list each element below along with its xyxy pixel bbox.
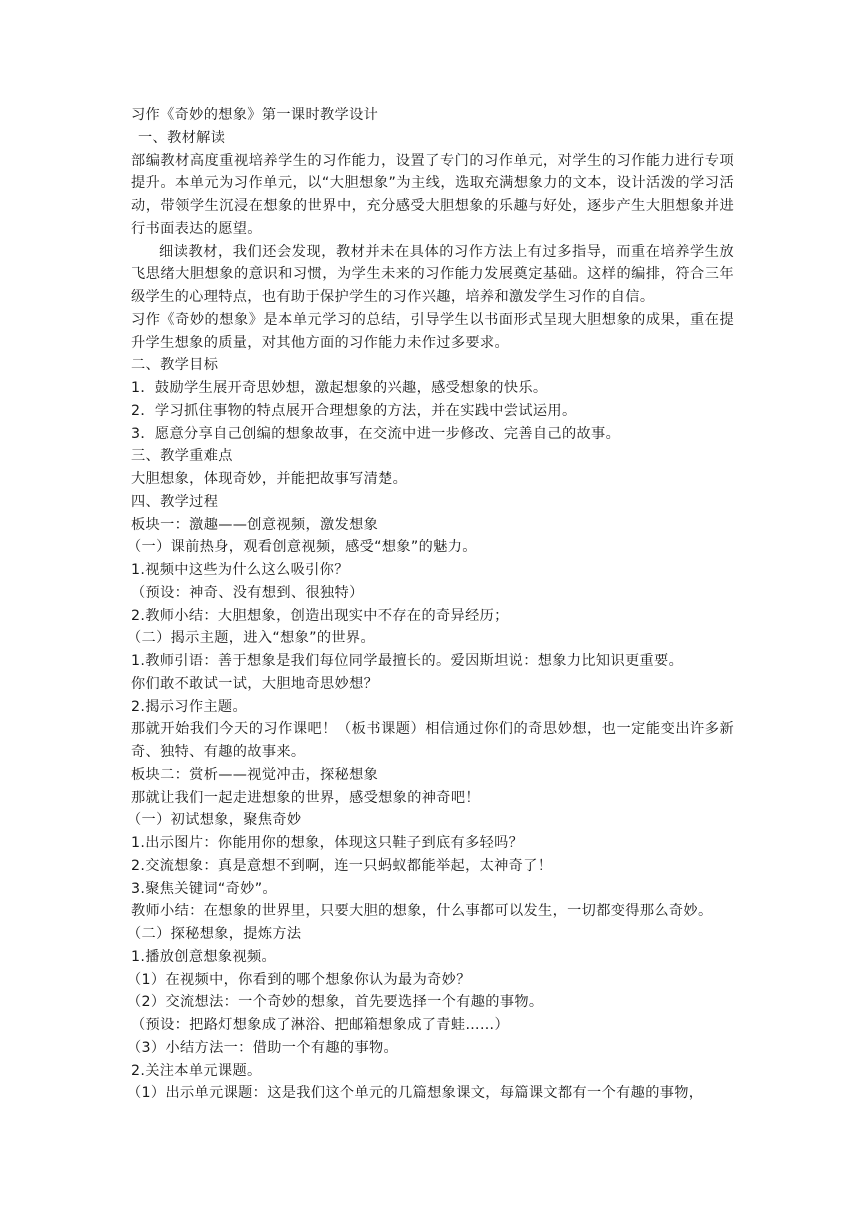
heading-teaching-material: 一、教材解读	[138, 129, 226, 146]
step-2-1: （一）初试想象，聚焦奇妙	[127, 812, 302, 829]
step-1-1-summary: 2.教师小结：大胆想象，创造出现实中不存在的奇异经历；	[131, 607, 509, 624]
paragraph-material-summary: 习作《奇妙的想象》是本单元学习的总结，引导学生以书面形式呈现大胆想象的成果，重在提升学生想象的质量，对其他方面的习作能力未作过多要求。	[131, 311, 734, 351]
step-1-2-topic: 2.揭示习作主题。	[131, 698, 247, 715]
step-1-2-paragraph: 那就开始我们今天的习作课吧！（板书课题）相信通过你们的奇思妙想，也一定能变出许多新奇、独特、有趣的故事来。	[131, 721, 734, 760]
heading-key-points: 三、教学重难点	[131, 448, 233, 465]
block-2-intro: 那就让我们一起走进想象的世界，感受想象的神奇吧！	[131, 789, 480, 806]
section-block-1: 板块一：激趣——创意视频，激发想象	[131, 516, 379, 533]
step-2-1-item-3: 3.聚焦关键词“奇妙”。	[131, 880, 277, 897]
paragraph-material-detail: 细读教材，我们还会发现，教材并未在具体的习作方法上有过多指导，而重在培养学生放飞思绪大胆想象的意识和习惯，为学生未来的习作能力发展奠定基础。这样的编排，符合三年级学生的心理特点，也有助于保护学生的习作兴趣，培养和激发学生习作的自信。	[131, 243, 734, 305]
step-1-2-intro: 1.教师引语：善于想象是我们每位同学最擅长的。爱因斯坦说：想象力比知识更重要。	[131, 653, 684, 669]
document-title: 习作《奇妙的想象》第一课时教学设计	[131, 107, 379, 123]
step-2-2-sub-3: （3）小结方法一：借助一个有趣的事物。	[127, 1039, 399, 1056]
step-2-2-preset: （预设：把路灯想象成了淋浴、把邮箱想象成了青蛙……）	[131, 1017, 509, 1033]
step-1-1-q1: 1.视频中这些为什么这么吸引你？	[131, 562, 349, 578]
step-2-2-item-1: 1.播放创意想象视频。	[131, 948, 277, 965]
step-2-2-sub-1: （1）在视频中，你看到的哪个想象你认为最为奇妙？	[127, 971, 471, 988]
step-2-2-item-2-sub-1: （1）出示单元课题：这是我们这个单元的几篇想象课文，每篇课文都有一个有趣的事物，	[127, 1085, 704, 1102]
step-2-2-sub-2: （2）交流想法：一个奇妙的想象，首先要选择一个有趣的事物。	[127, 994, 544, 1011]
paragraph-material-intro: 部编教材高度重视培养学生的习作能力，设置了专门的习作单元，对学生的习作能力进行专项提升。本单元为习作单元，以“大胆想象”为主线，选取充满想象力的文本，设计活泼的学习活动，带领学生沉浸在想象的世界中，充分感受大胆想象的乐趣与好处，逐步产生大胆想象并进行书面表达的愿望。	[131, 152, 734, 237]
key-points-text: 大胆想象，体现奇妙，并能把故事写清楚。	[131, 471, 408, 487]
goal-item-3: 3．愿意分享自己创编的想象故事，在交流中进一步修改、完善自己的故事。	[131, 425, 621, 442]
section-block-2: 板块二：赏析——视觉冲击，探秘想象	[131, 766, 379, 783]
step-2-2: （二）探秘想象，提炼方法	[127, 926, 302, 942]
heading-teaching-goals: 二、教学目标	[131, 357, 219, 374]
document-body	[127, 104, 734, 1105]
step-1-1-preset: （预设：神奇、没有想到、很独特）	[131, 584, 364, 601]
step-2-1-item-1: 1.出示图片：你能用你的想象，体现这只鞋子到底有多轻吗？	[131, 835, 524, 851]
step-1-2: （二）揭示主题，进入“想象”的世界。	[127, 630, 376, 647]
step-1-1: （一）课前热身，观看创意视频，感受“想象”的魅力。	[127, 539, 477, 556]
heading-teaching-process: 四、教学过程	[131, 493, 219, 510]
step-2-1-item-2: 2.交流想象：真是意想不到啊，连一只蚂蚁都能举起，太神奇了！	[131, 857, 553, 874]
step-2-2-item-2: 2.关注本单元课题。	[131, 1062, 262, 1079]
step-1-2-question: 你们敢不敢试一试，大胆地奇思妙想？	[131, 675, 379, 692]
goal-item-2: 2．学习抓住事物的特点展开合理想象的方法，并在实践中尝试运用。	[131, 402, 577, 419]
goal-item-1: 1．鼓励学生展开奇思妙想，激起想象的兴趣，感受想象的快乐。	[131, 380, 548, 396]
step-2-1-summary: 教师小结：在想象的世界里，只要大胆的想象，什么事都可以发生，一切都变得那么奇妙。	[131, 903, 713, 920]
